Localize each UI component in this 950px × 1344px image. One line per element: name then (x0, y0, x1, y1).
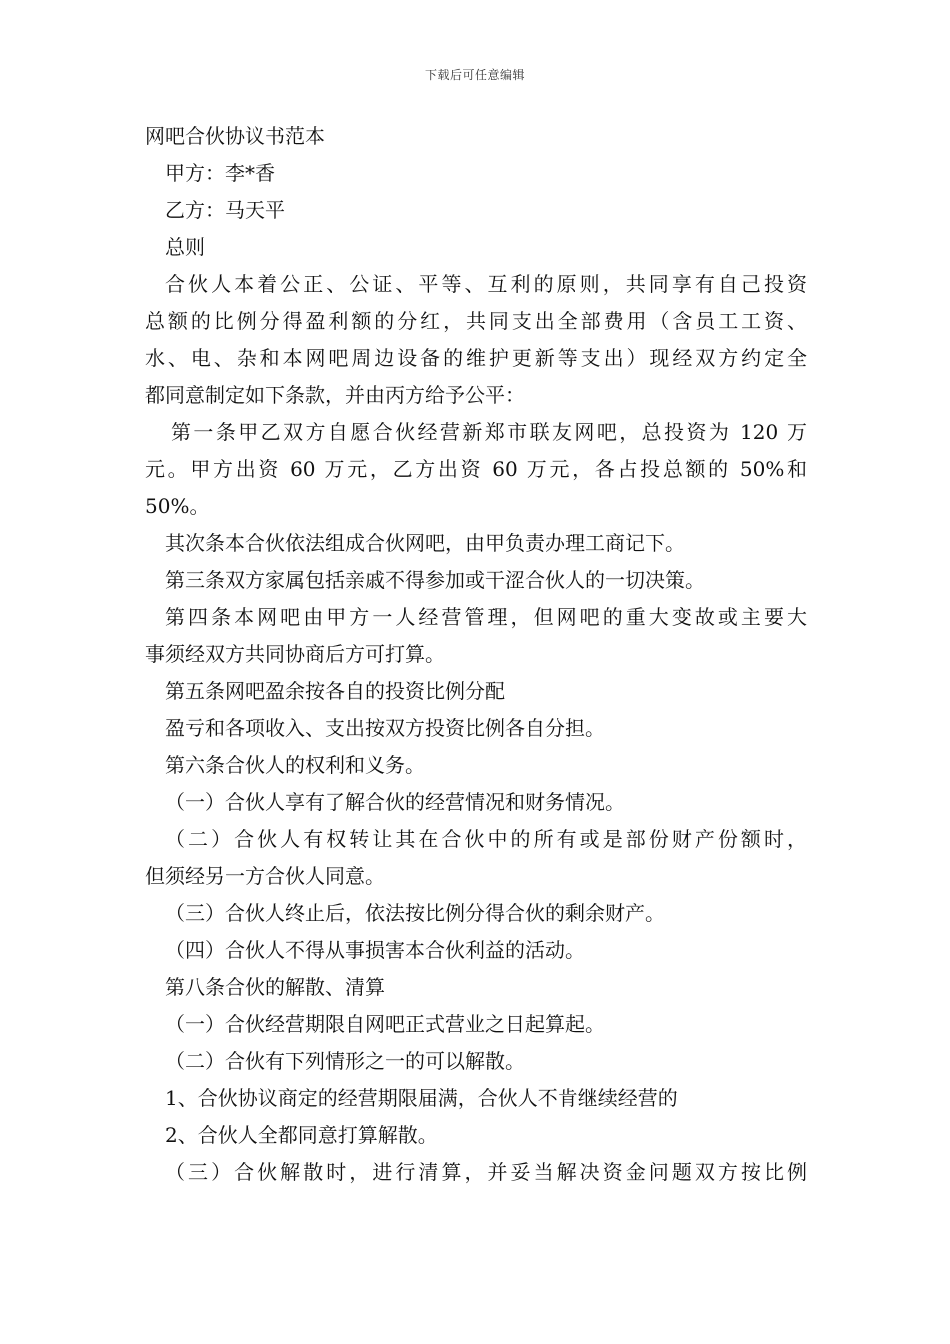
clause-line: 事须经双方共同协商后方可打算。 (145, 642, 445, 666)
list-item: （一）合伙人享有了解合伙的经营情况和财务情况。 (165, 790, 625, 814)
list-item: （二）合伙有下列情形之一的可以解散。 (165, 1049, 525, 1073)
clause-line: 盈亏和各项收入、支出按双方投资比例各自分担。 (165, 716, 605, 740)
list-item: （一）合伙经营期限自网吧正式营业之日起算起。 (165, 1012, 605, 1036)
clause-line: 50%。 (145, 494, 210, 518)
paragraph-line: 合伙人本着公正、公证、平等、互利的原则，共同享有自己投资 (165, 272, 807, 296)
section-heading: 总则 (165, 235, 205, 259)
clause-line: 第六条合伙人的权利和义务。 (165, 753, 425, 777)
header-note: 下载后可任意编辑 (424, 68, 525, 82)
paragraph-line: 水、电、杂和本网吧周边设备的维护更新等支出）现经双方约定全 (145, 346, 807, 370)
list-item: 2、合伙人全都同意打算解散。 (165, 1123, 438, 1147)
paragraph-line: 总额的比例分得盈利额的分红，共同支出全部费用（含员工工资、 (145, 309, 807, 333)
list-item: 但须经另一方合伙人同意。 (145, 864, 385, 888)
party-a-line: 甲方：李*香 (165, 161, 275, 185)
paragraph-line: 都同意制定如下条款，并由丙方给予公平： (145, 383, 525, 407)
list-item: （三）合伙人终止后，依法按比例分得合伙的剩余财产。 (165, 901, 665, 925)
document-body (145, 118, 807, 1191)
list-item: （三）合伙解散时，进行清算，并妥当解决资金问题双方按比例 (165, 1160, 807, 1184)
party-b-line: 乙方：马天平 (165, 198, 285, 222)
clause-line: 其次条本合伙依法组成合伙网吧，由甲负责办理工商记下。 (165, 531, 685, 555)
clause-line: 第一条甲乙双方自愿合伙经营新郑市联友网吧，总投资为 120 万 (171, 420, 807, 444)
document-title: 网吧合伙协议书范本 (145, 124, 325, 148)
list-item: （四）合伙人不得从事损害本合伙利益的活动。 (165, 938, 585, 962)
clause-line: 第四条本网吧由甲方一人经营管理，但网吧的重大变故或主要大 (165, 605, 807, 629)
clause-line: 第八条合伙的解散、清算 (165, 975, 385, 999)
list-item: （二）合伙人有权转让其在合伙中的所有或是部份财产份额时， (165, 827, 807, 851)
list-item: 1、合伙协议商定的经营期限届满，合伙人不肯继续经营的 (165, 1086, 678, 1110)
clause-line: 第五条网吧盈余按各自的投资比例分配 (165, 679, 505, 703)
clause-line: 第三条双方家属包括亲戚不得参加或干涩合伙人的一切决策。 (165, 568, 705, 592)
clause-line: 元。甲方出资 60 万元，乙方出资 60 万元，各占投总额的 50%和 (145, 457, 807, 481)
